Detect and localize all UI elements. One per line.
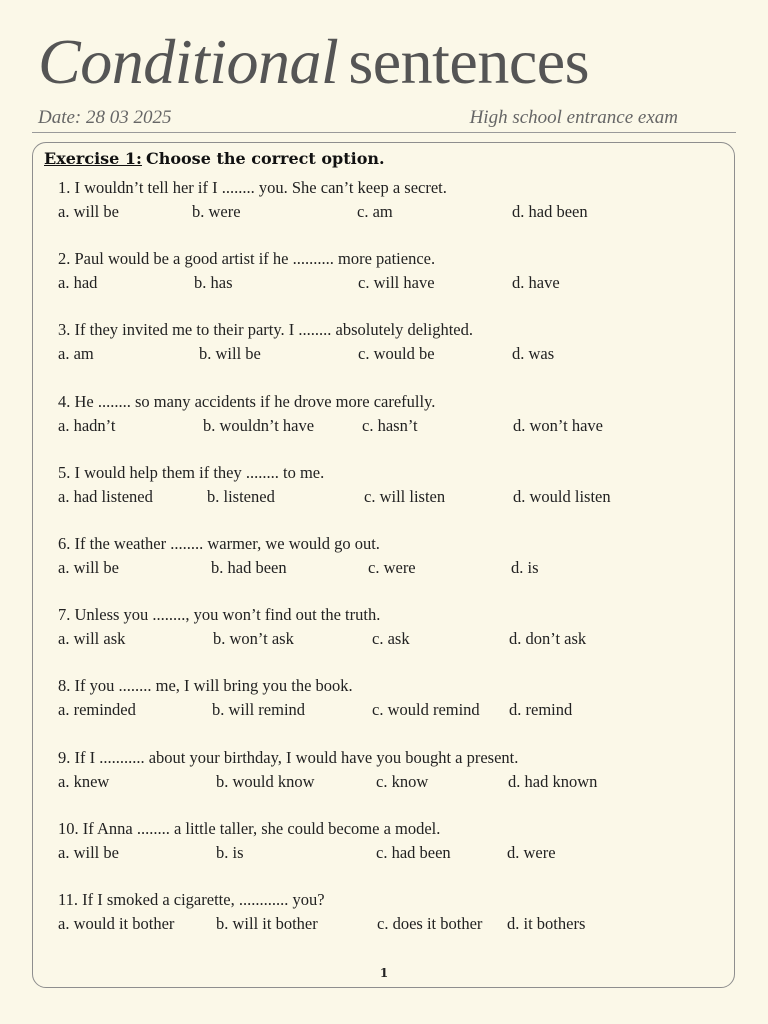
- question-stem: 4. He ........ so many accidents if he drove more carefully.: [58, 391, 436, 411]
- answer-option-a[interactable]: a. reminded: [58, 700, 136, 720]
- answer-option-b[interactable]: b. wouldn’t have: [203, 415, 315, 435]
- answer-option-d[interactable]: d. it bothers: [507, 913, 586, 933]
- answer-option-d[interactable]: d. have: [512, 273, 560, 293]
- answer-option-d[interactable]: d. don’t ask: [509, 629, 587, 649]
- answer-option-d[interactable]: d. would listen: [513, 486, 611, 506]
- answer-option-a[interactable]: a. had: [58, 273, 98, 293]
- answer-option-b[interactable]: b. will be: [199, 344, 261, 364]
- answer-option-b[interactable]: b. will remind: [212, 700, 306, 720]
- answer-option-c[interactable]: c. ask: [372, 629, 410, 649]
- question-stem: 6. If the weather ........ warmer, we would go out.: [58, 533, 380, 553]
- title-rest: sentences: [348, 26, 590, 97]
- page-title: [38, 22, 589, 102]
- exercise-heading: [44, 147, 385, 171]
- question-item: [58, 390, 718, 461]
- answer-option-b[interactable]: b. won’t ask: [213, 629, 294, 649]
- question-stem: 3. If they invited me to their party. I ........ absolutely delighted.: [58, 320, 473, 340]
- answer-options: [58, 627, 718, 651]
- question-item: [58, 461, 718, 532]
- answer-option-d[interactable]: d. is: [511, 557, 539, 577]
- answer-option-b[interactable]: b. listened: [207, 486, 275, 506]
- answer-option-c[interactable]: c. would remind: [372, 700, 480, 720]
- answer-option-b[interactable]: b. is: [216, 842, 244, 862]
- question-stem: 10. If Anna ........ a little taller, she could become a model.: [58, 818, 441, 838]
- answer-options: [58, 556, 718, 580]
- answer-option-a[interactable]: a. am: [58, 344, 94, 364]
- answer-option-a[interactable]: a. hadn’t: [58, 415, 116, 435]
- answer-option-d[interactable]: d. were: [507, 842, 556, 862]
- answer-option-a[interactable]: a. had listened: [58, 486, 153, 506]
- question-item: [58, 247, 718, 318]
- answer-options: [58, 770, 718, 794]
- exercise-label: Exercise 1:: [44, 149, 142, 168]
- question-item: [58, 674, 718, 745]
- answer-option-d[interactable]: d. had been: [512, 202, 588, 221]
- answer-option-d[interactable]: d. won’t have: [513, 415, 603, 435]
- answer-option-a[interactable]: a. would it bother: [58, 913, 175, 933]
- answer-option-b[interactable]: b. would know: [216, 771, 315, 791]
- answer-option-a[interactable]: a. will ask: [58, 629, 126, 649]
- answer-option-b[interactable]: b. has: [194, 273, 233, 293]
- question-item: [58, 176, 718, 247]
- answer-option-d[interactable]: d. had known: [508, 771, 598, 791]
- exam-label: High school entrance exam: [469, 107, 678, 128]
- answer-option-c[interactable]: c. am: [357, 202, 393, 221]
- answer-option-d[interactable]: d. was: [512, 344, 555, 364]
- answer-option-c[interactable]: c. were: [368, 557, 416, 577]
- question-item: [58, 888, 718, 959]
- answer-option-c[interactable]: c. will listen: [364, 486, 446, 506]
- answer-option-d[interactable]: d. remind: [509, 700, 573, 720]
- answer-option-b[interactable]: b. were: [192, 202, 241, 221]
- question-item: [58, 817, 718, 888]
- answer-option-b[interactable]: b. had been: [211, 557, 287, 577]
- page-number: 1: [379, 966, 389, 980]
- question-item: [58, 318, 718, 389]
- question-stem: 11. If I smoked a cigarette, ............ you?: [58, 889, 325, 909]
- answer-options: [58, 485, 718, 509]
- question-item: [58, 532, 718, 603]
- question-list: [58, 176, 718, 959]
- answer-options: [58, 912, 718, 936]
- question-item: [58, 603, 718, 674]
- answer-options: [58, 414, 718, 438]
- answer-option-c[interactable]: c. know: [376, 771, 429, 791]
- answer-options: [58, 200, 718, 224]
- question-stem: 9. If I ........... about your birthday, I would have you bought a present.: [58, 747, 519, 767]
- exercise-instruction: Choose the correct option.: [145, 149, 385, 168]
- answer-options: [58, 271, 718, 295]
- question-stem: 5. I would help them if they ........ to me.: [58, 462, 325, 482]
- answer-option-c[interactable]: c. would be: [358, 344, 435, 364]
- answer-options: [58, 342, 718, 366]
- answer-option-a[interactable]: a. will be: [58, 557, 119, 577]
- answer-option-c[interactable]: c. had been: [376, 842, 451, 862]
- question-item: [58, 746, 718, 817]
- question-stem: 2. Paul would be a good artist if he .......... more patience.: [58, 249, 436, 269]
- answer-option-a[interactable]: a. knew: [58, 771, 110, 791]
- question-stem: 8. If you ........ me, I will bring you the book.: [58, 676, 353, 696]
- question-stem: 7. Unless you ........, you won’t find out the truth.: [58, 605, 381, 625]
- title-italic: Conditional: [38, 26, 339, 97]
- answer-options: [58, 698, 718, 722]
- question-stem: 1. I wouldn’t tell her if I ........ you. She can’t keep a secret.: [58, 178, 447, 197]
- header-divider: [32, 132, 736, 133]
- answer-option-a[interactable]: a. will be: [58, 202, 119, 221]
- answer-option-a[interactable]: a. will be: [58, 842, 119, 862]
- answer-option-c[interactable]: c. does it bother: [377, 913, 483, 933]
- date-label: Date: 28 03 2025: [38, 107, 172, 128]
- answer-option-b[interactable]: b. will it bother: [216, 913, 318, 933]
- answer-option-c[interactable]: c. will have: [358, 273, 435, 293]
- answer-option-c[interactable]: c. hasn’t: [362, 415, 418, 435]
- answer-options: [58, 841, 718, 865]
